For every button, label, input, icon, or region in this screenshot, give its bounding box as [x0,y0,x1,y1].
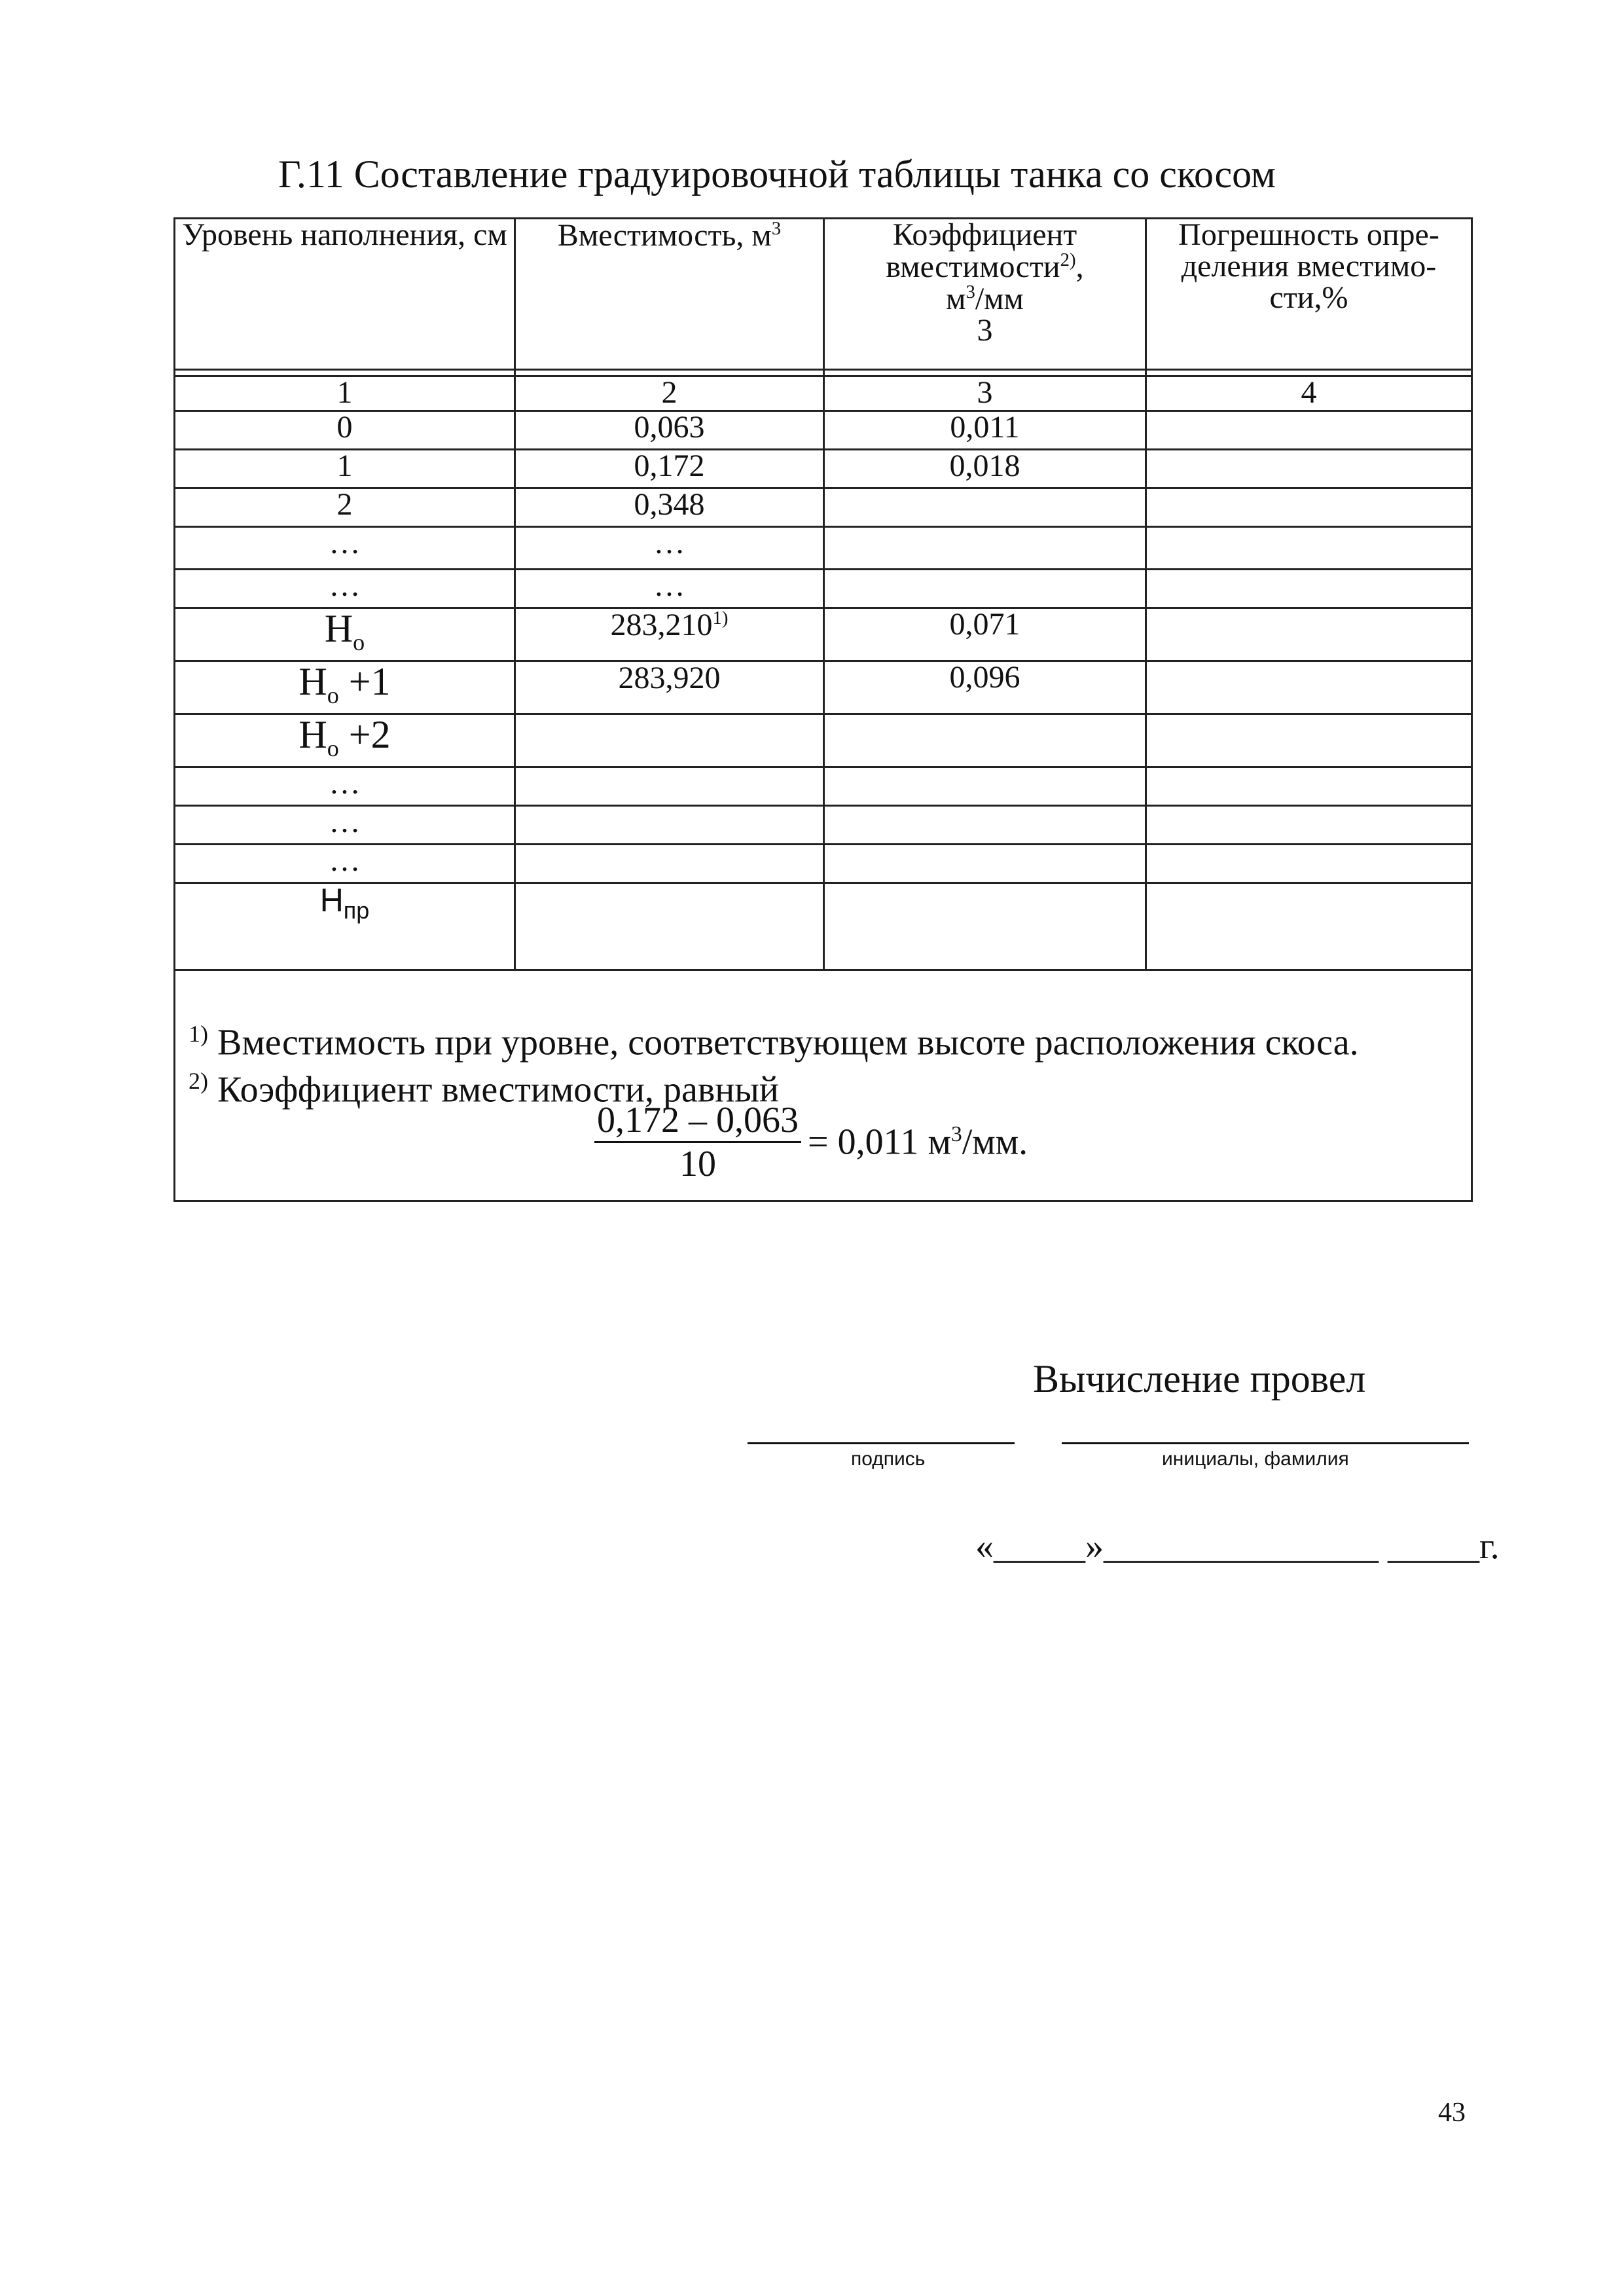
error-cell [1146,661,1472,714]
coefficient-cell: 0,096 [824,661,1146,714]
capacity-cell: … [515,527,824,570]
column-number: 2 [515,376,824,411]
calibration-table [173,217,1473,1202]
table-row [175,411,1472,450]
page-number: 43 [1438,2098,1466,2128]
error-cell [1146,570,1472,608]
coefficient-cell: 0,018 [824,450,1146,488]
table-gap [175,370,1472,376]
level-cell: … [175,845,515,883]
level-cell: … [175,806,515,845]
notes-row [175,970,1472,1201]
level-cell: $H_o$ [175,608,515,661]
error-cell [1146,527,1472,570]
footnote-2: $^{2)}$ Коэффициент вместимости, равный [189,1068,779,1110]
level-cell: $H_o +2$ [175,714,515,767]
table-row [175,527,1472,570]
signature-caption: подпись [851,1448,926,1470]
calculated-by-label: Вычисление провел [1033,1357,1366,1400]
level-cell: $H_{пр}$ [175,883,515,970]
coefficient-cell: 0,071 [824,608,1146,661]
table-header-row [175,219,1472,370]
error-cell [1146,714,1472,767]
table-row-h0-plus-1 [175,661,1472,714]
error-cell [1146,450,1472,488]
coefficient-cell [824,488,1146,527]
level-cell: … [175,767,515,806]
capacity-cell [515,714,824,767]
capacity-cell: 0,348 [515,488,824,527]
footnote-1: $^{1)}$ Вместимость при уровне, соответствующем высоте расположения скоса. [189,1021,1359,1063]
denominator: 10 [679,1144,716,1184]
error-cell [1146,608,1472,661]
table-row [175,570,1472,608]
header-level: Уровень наполнения, см [175,219,515,370]
column-number-row [175,376,1472,411]
table-row [175,767,1472,806]
signature-line [748,1442,1015,1444]
error-cell [1146,488,1472,527]
error-cell [1146,411,1472,450]
table-row [175,845,1472,883]
level-cell: 0 [175,411,515,450]
document-title: Г.11 Составление градуировочной таблицы танка со скосом [278,153,1276,196]
coefficient-cell [824,527,1146,570]
column-number: 3 [824,376,1146,411]
capacity-cell: 283,210$^{1)}$ [515,608,824,661]
header-capacity: Вместимость, $м^3$ [515,219,824,370]
table-row [175,488,1472,527]
level-cell: 1 [175,450,515,488]
coefficient-cell [824,570,1146,608]
capacity-cell: 283,920 [515,661,824,714]
table-row-h0-plus-2 [175,714,1472,767]
capacity-cell: 0,063 [515,411,824,450]
coefficient-cell [824,714,1146,767]
capacity-cell: 0,172 [515,450,824,488]
name-line [1062,1442,1469,1444]
name-caption: инициалы, фамилия [1162,1448,1349,1470]
level-cell: $H_o +1$ [175,661,515,714]
level-cell: 2 [175,488,515,527]
table-row [175,450,1472,488]
numerator: 0,172 – 0,063 [594,1102,801,1143]
header-coefficient: Коэффициент вместимости$^{2)}$, $м^3/мм$ 3 [824,219,1146,370]
level-cell: … [175,570,515,608]
coefficient-cell: 0,011 [824,411,1146,450]
header-error: Погрешность опре-деления вместимо-сти,% [1146,219,1472,370]
formula-result: = 0,011 $м^3/мм$. [808,1121,1028,1163]
table-row-hpr [175,883,1472,970]
fraction [594,1102,801,1182]
table-row [175,806,1472,845]
column-number: 4 [1146,376,1472,411]
level-cell: … [175,527,515,570]
capacity-cell: … [515,570,824,608]
table-row-h0 [175,608,1472,661]
notes-cell [175,970,1472,1201]
coefficient-formula [594,1102,1028,1182]
date-line: «_____»_______________ _____г. [975,1526,1500,1567]
column-number: 1 [175,376,515,411]
